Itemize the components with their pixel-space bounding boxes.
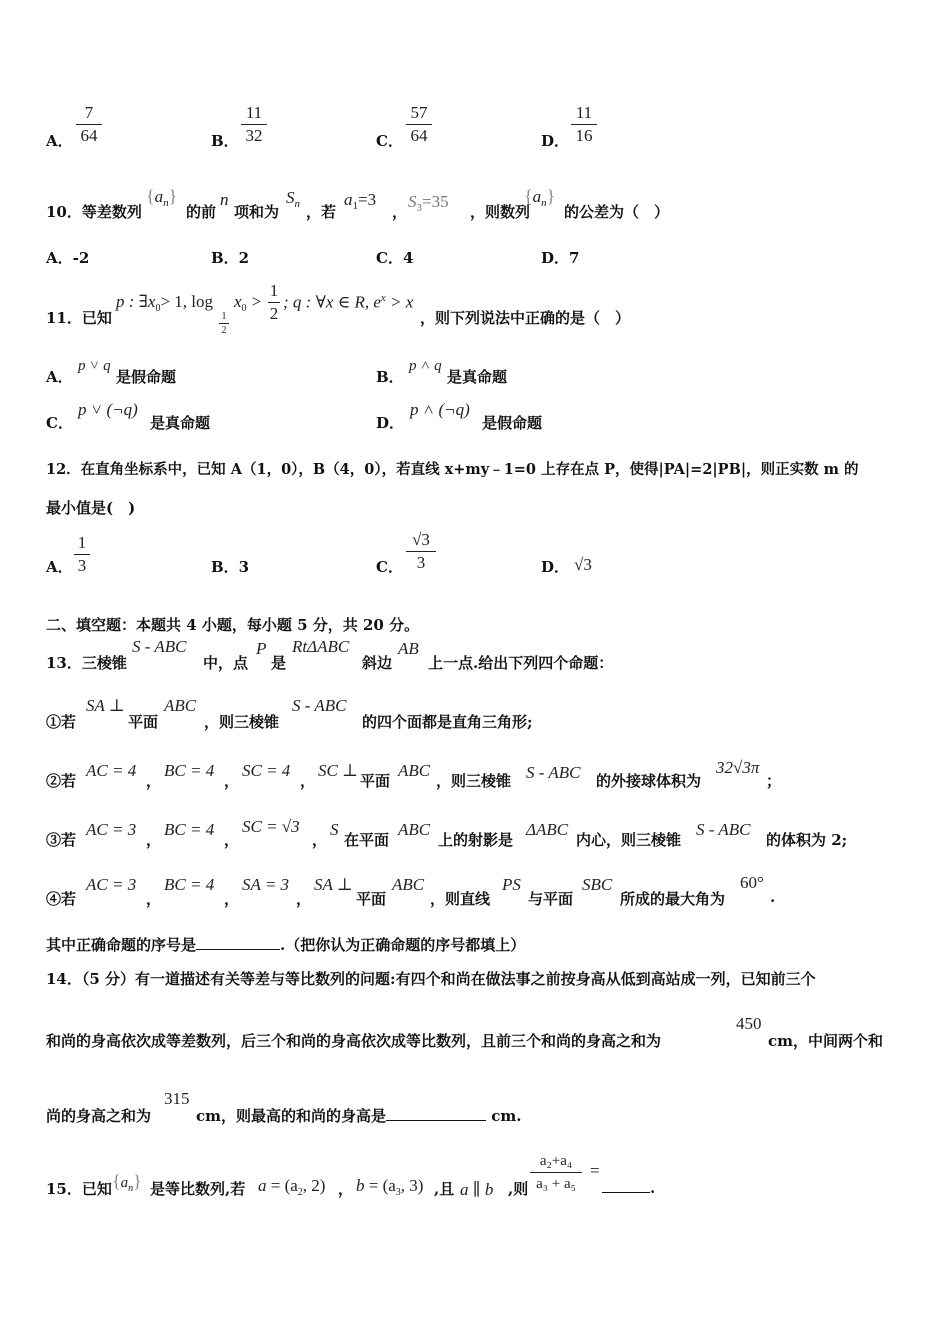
q9-option-d-label: D．	[541, 132, 570, 150]
q13-text-hyp: 斜边	[362, 654, 393, 672]
q10-n: n	[220, 190, 229, 209]
q13-prop3-math7: S - ABC	[696, 820, 751, 839]
q10-option-b: B．2	[211, 249, 250, 267]
q15-prefix: 15．已知	[46, 1180, 112, 1198]
q15-vector-a: $a = (a_2$, 2)	[258, 1176, 326, 1199]
q9-option-c-label: C．	[376, 132, 403, 150]
q13-prop4-sep1: ，	[146, 890, 162, 908]
q9-option-b-fraction: 11 32	[241, 103, 267, 146]
q15-vector-b: $b = (a_3$, 3)	[356, 1176, 424, 1199]
q15-answer: .	[602, 1178, 655, 1197]
q10-Sn: $S_n$	[286, 188, 300, 211]
q15-text-then: ,则	[508, 1180, 529, 1198]
q10-text-then: ，则数列	[470, 203, 531, 221]
q11-option-d-text: 是假命题	[482, 414, 543, 432]
q13-P: P	[256, 639, 267, 658]
q12-option-a-label: A．	[46, 558, 73, 576]
q11-option-a-text: 是假命题	[116, 368, 177, 386]
q13-prop2-sep1: ，	[146, 772, 162, 790]
q13-prop4-math5: ABC	[392, 875, 425, 894]
q12-option-c-label: C．	[376, 558, 403, 576]
q13-AB: AB	[398, 639, 419, 658]
q14-value-315: 315	[164, 1089, 190, 1108]
q10-option-d: D．7	[541, 249, 580, 267]
q14-answer-blank[interactable]	[386, 1106, 486, 1121]
q15-sequence-an: $\{a_n\}$	[112, 1171, 142, 1195]
q15-text-and: ,且	[434, 1180, 455, 1198]
q11-option-a-math: p ˅ q	[78, 358, 111, 374]
q13-prop3-math3: SC = √3	[242, 817, 300, 836]
q13-prop4-math2: BC = 4	[164, 875, 215, 894]
q14-line-1: 14．（5 分）有一道描述有关等差与等比数列的问题:有四个和尚在做法事之前按身高从低到高站成一列，已知前三个	[46, 970, 816, 988]
q13-prop2-math5: ABC	[398, 761, 431, 780]
q11-proposition-p: p : $\exists x_0> 1$, log	[116, 292, 213, 315]
q14-line-3a: 尚的身高之和为	[46, 1107, 152, 1125]
q13-prop4-text2: ，则直线	[430, 890, 491, 908]
q11-option-d-label: D．	[376, 414, 405, 432]
section-2-title: 二、填空题：本题共 4 小题，每小题 5 分，共 20 分。	[46, 616, 420, 634]
q13-prop2-text2: ，则三棱锥	[436, 772, 512, 790]
q13-prop2-math4: SC ⊥	[318, 761, 359, 780]
q10-sequence-an-2: $\{a_n\}$	[524, 186, 556, 210]
q13-prop4-text3: 与平面	[528, 890, 574, 908]
q13-prop3-sep2: ，	[224, 831, 240, 849]
q13-prop4-math3: SA = 3	[242, 875, 290, 894]
q11-option-b-math: p ˄ q	[409, 358, 442, 374]
q10-comma: ，	[392, 203, 408, 221]
q13-prop2-sep3: ，	[300, 772, 316, 790]
q13-prefix: 13．三棱锥	[46, 654, 127, 672]
q9-option-a-label: A．	[46, 132, 73, 150]
q11-option-c-math: p ˅ (¬q)	[78, 400, 138, 419]
q13-tetrahedron: S - ABC	[132, 637, 187, 656]
q13-prop3-S: S	[330, 820, 339, 839]
q10-text-diff: 的公差为（ ）	[564, 203, 670, 221]
q14-line-2b: cm，中间两个和	[768, 1032, 884, 1050]
q13-text-point: 中，点	[203, 654, 249, 672]
q11-question-text: ，则下列说法中正确的是（ ）	[420, 309, 631, 327]
q9-option-d-fraction: 11 16	[571, 103, 597, 146]
q12-option-d-label: D．	[541, 558, 570, 576]
q13-prop4-sep3: ，	[296, 890, 312, 908]
q13-prop3-sep1: ，	[146, 831, 162, 849]
q10-S3-eq: $S_3=35$	[408, 192, 449, 215]
q13-answer-prompt: 其中正确命题的序号是 .（把你认为正确命题的序号都填上）	[46, 936, 526, 954]
q11-half-fraction: 1 2	[269, 281, 279, 323]
q13-prop3-sep3: ，	[312, 831, 328, 849]
q13-prop3-text3: 内心，则三棱锥	[576, 831, 682, 849]
q10-prefix: 10．等差数列	[46, 203, 142, 221]
q14-line-3b: cm，则最高的和尚的身高是 cm.	[196, 1107, 522, 1125]
q13-prop4-end: .	[770, 888, 776, 906]
q11-option-c-text: 是真命题	[150, 414, 211, 432]
q13-prop2-text3: 的外接球体积为	[596, 772, 702, 790]
q11-option-b-label: B．	[376, 368, 404, 386]
q9-option-b-label: B．	[211, 132, 239, 150]
q12-option-c-fraction: √3 3	[406, 530, 436, 573]
q10-text-sum: 项和为	[234, 203, 280, 221]
q15-text-geo: 是等比数列,若	[150, 1180, 246, 1198]
q13-prop1-text2: ，则三棱锥	[204, 713, 280, 731]
q13-prop2-math3: SC = 4	[242, 761, 291, 780]
q13-prop1-math2: ABC	[164, 696, 197, 715]
q13-prop3-math6: ΔABC	[526, 820, 569, 839]
q15-equals: =	[590, 1161, 600, 1180]
q15-ratio-fraction: a₂+a₄ a₃ + a₅	[530, 1151, 582, 1194]
q13-prop3-math2: BC = 4	[164, 820, 215, 839]
q10-text-first: 的前	[186, 203, 217, 221]
q13-text-props: 上一点.给出下列四个命题：	[428, 654, 614, 672]
q10-text-if: ，若	[306, 203, 337, 221]
q13-prop2-plane: 平面	[360, 772, 391, 790]
q10-option-c: C．4	[376, 249, 414, 267]
q13-prop2-volume: 32√3π	[716, 758, 760, 777]
q13-prop1-plane: 平面	[128, 713, 159, 731]
q12-line-2: 最小值是( )	[46, 499, 136, 517]
q12-option-b: B．3	[211, 558, 250, 576]
q13-prop2-end: ；	[766, 772, 782, 790]
q13-prop2-sep2: ，	[224, 772, 240, 790]
q10-sequence-an: $\{a_n\}$	[146, 186, 178, 210]
q13-prop3-prefix: ③若	[46, 831, 77, 849]
q13-prop2-math2: BC = 4	[164, 761, 215, 780]
q13-answer-blank[interactable]	[196, 935, 280, 950]
q11-option-c-label: C．	[46, 414, 73, 432]
q13-text-is: 是	[271, 654, 287, 672]
q11-x0: $x_0$ >	[234, 292, 262, 315]
q13-prop4-prefix: ④若	[46, 890, 77, 908]
q13-prop1-math1: SA ⊥	[86, 696, 125, 715]
q12-line-1: 12．在直角坐标系中，已知 A（1，0），B（4，0），若直线 x+my﹣1=0 上存在点 P，使得|PA|=2|PB|，则正实数 m 的	[46, 461, 859, 478]
q13-prop2-prefix: ②若	[46, 772, 77, 790]
q11-log-base: 1 2	[219, 311, 229, 336]
q15-parallel: a ∥ b	[460, 1180, 494, 1199]
q13-prop3-math5: ABC	[398, 820, 431, 839]
q12-option-d-math: √3	[574, 555, 592, 574]
q11-proposition-q: ; q : ∀x ∈ R, $e^x > x$	[283, 292, 414, 312]
q15-answer-blank[interactable]	[602, 1178, 650, 1193]
q13-prop2-math6: S - ABC	[526, 763, 581, 782]
q11-option-d-math: p ˄ (¬q)	[410, 400, 470, 419]
q13-prop4-text4: 所成的最大角为	[620, 890, 726, 908]
q13-prop4-plane: 平面	[356, 890, 387, 908]
q14-line-2a: 和尚的身高依次成等差数列，后三个和尚的身高依次成等比数列，且前三个和尚的身高之和为	[46, 1032, 662, 1050]
q10-option-a: A．-2	[46, 249, 90, 267]
q13-prop4-math4: SA ⊥	[314, 875, 353, 894]
q11-option-a-label: A．	[46, 368, 73, 386]
q14-value-450: 450	[736, 1014, 762, 1033]
q13-triangle: RtΔABC	[292, 637, 350, 656]
q9-option-c-fraction: 57 64	[406, 103, 432, 146]
q15-comma: ，	[338, 1180, 354, 1198]
q13-prop4-PS: PS	[502, 875, 521, 894]
q13-prop3-text4: 的体积为 2;	[766, 831, 848, 849]
q13-prop4-math1: AC = 3	[86, 875, 137, 894]
q13-prop4-SBC: SBC	[582, 875, 613, 894]
q13-prop1-text3: 的四个面都是直角三角形;	[362, 713, 533, 731]
q11-option-b-text: 是真命题	[447, 368, 508, 386]
q9-option-a-fraction: 7 64	[76, 103, 102, 146]
q13-prop2-math1: AC = 4	[86, 761, 137, 780]
q13-prop4-angle: 60°	[740, 873, 764, 892]
q12-option-a-fraction: 1 3	[74, 533, 90, 576]
q11-prefix: 11．已知	[46, 309, 112, 327]
q13-prop3-text2: 上的射影是	[438, 831, 514, 849]
q10-a1-eq: $a_1=3$	[344, 190, 377, 213]
q13-prop3-math1: AC = 3	[86, 820, 137, 839]
q13-prop1-prefix: ①若	[46, 713, 77, 731]
q13-prop4-sep2: ，	[224, 890, 240, 908]
q13-prop3-text1: 在平面	[344, 831, 390, 849]
q13-prop1-math3: S - ABC	[292, 696, 347, 715]
